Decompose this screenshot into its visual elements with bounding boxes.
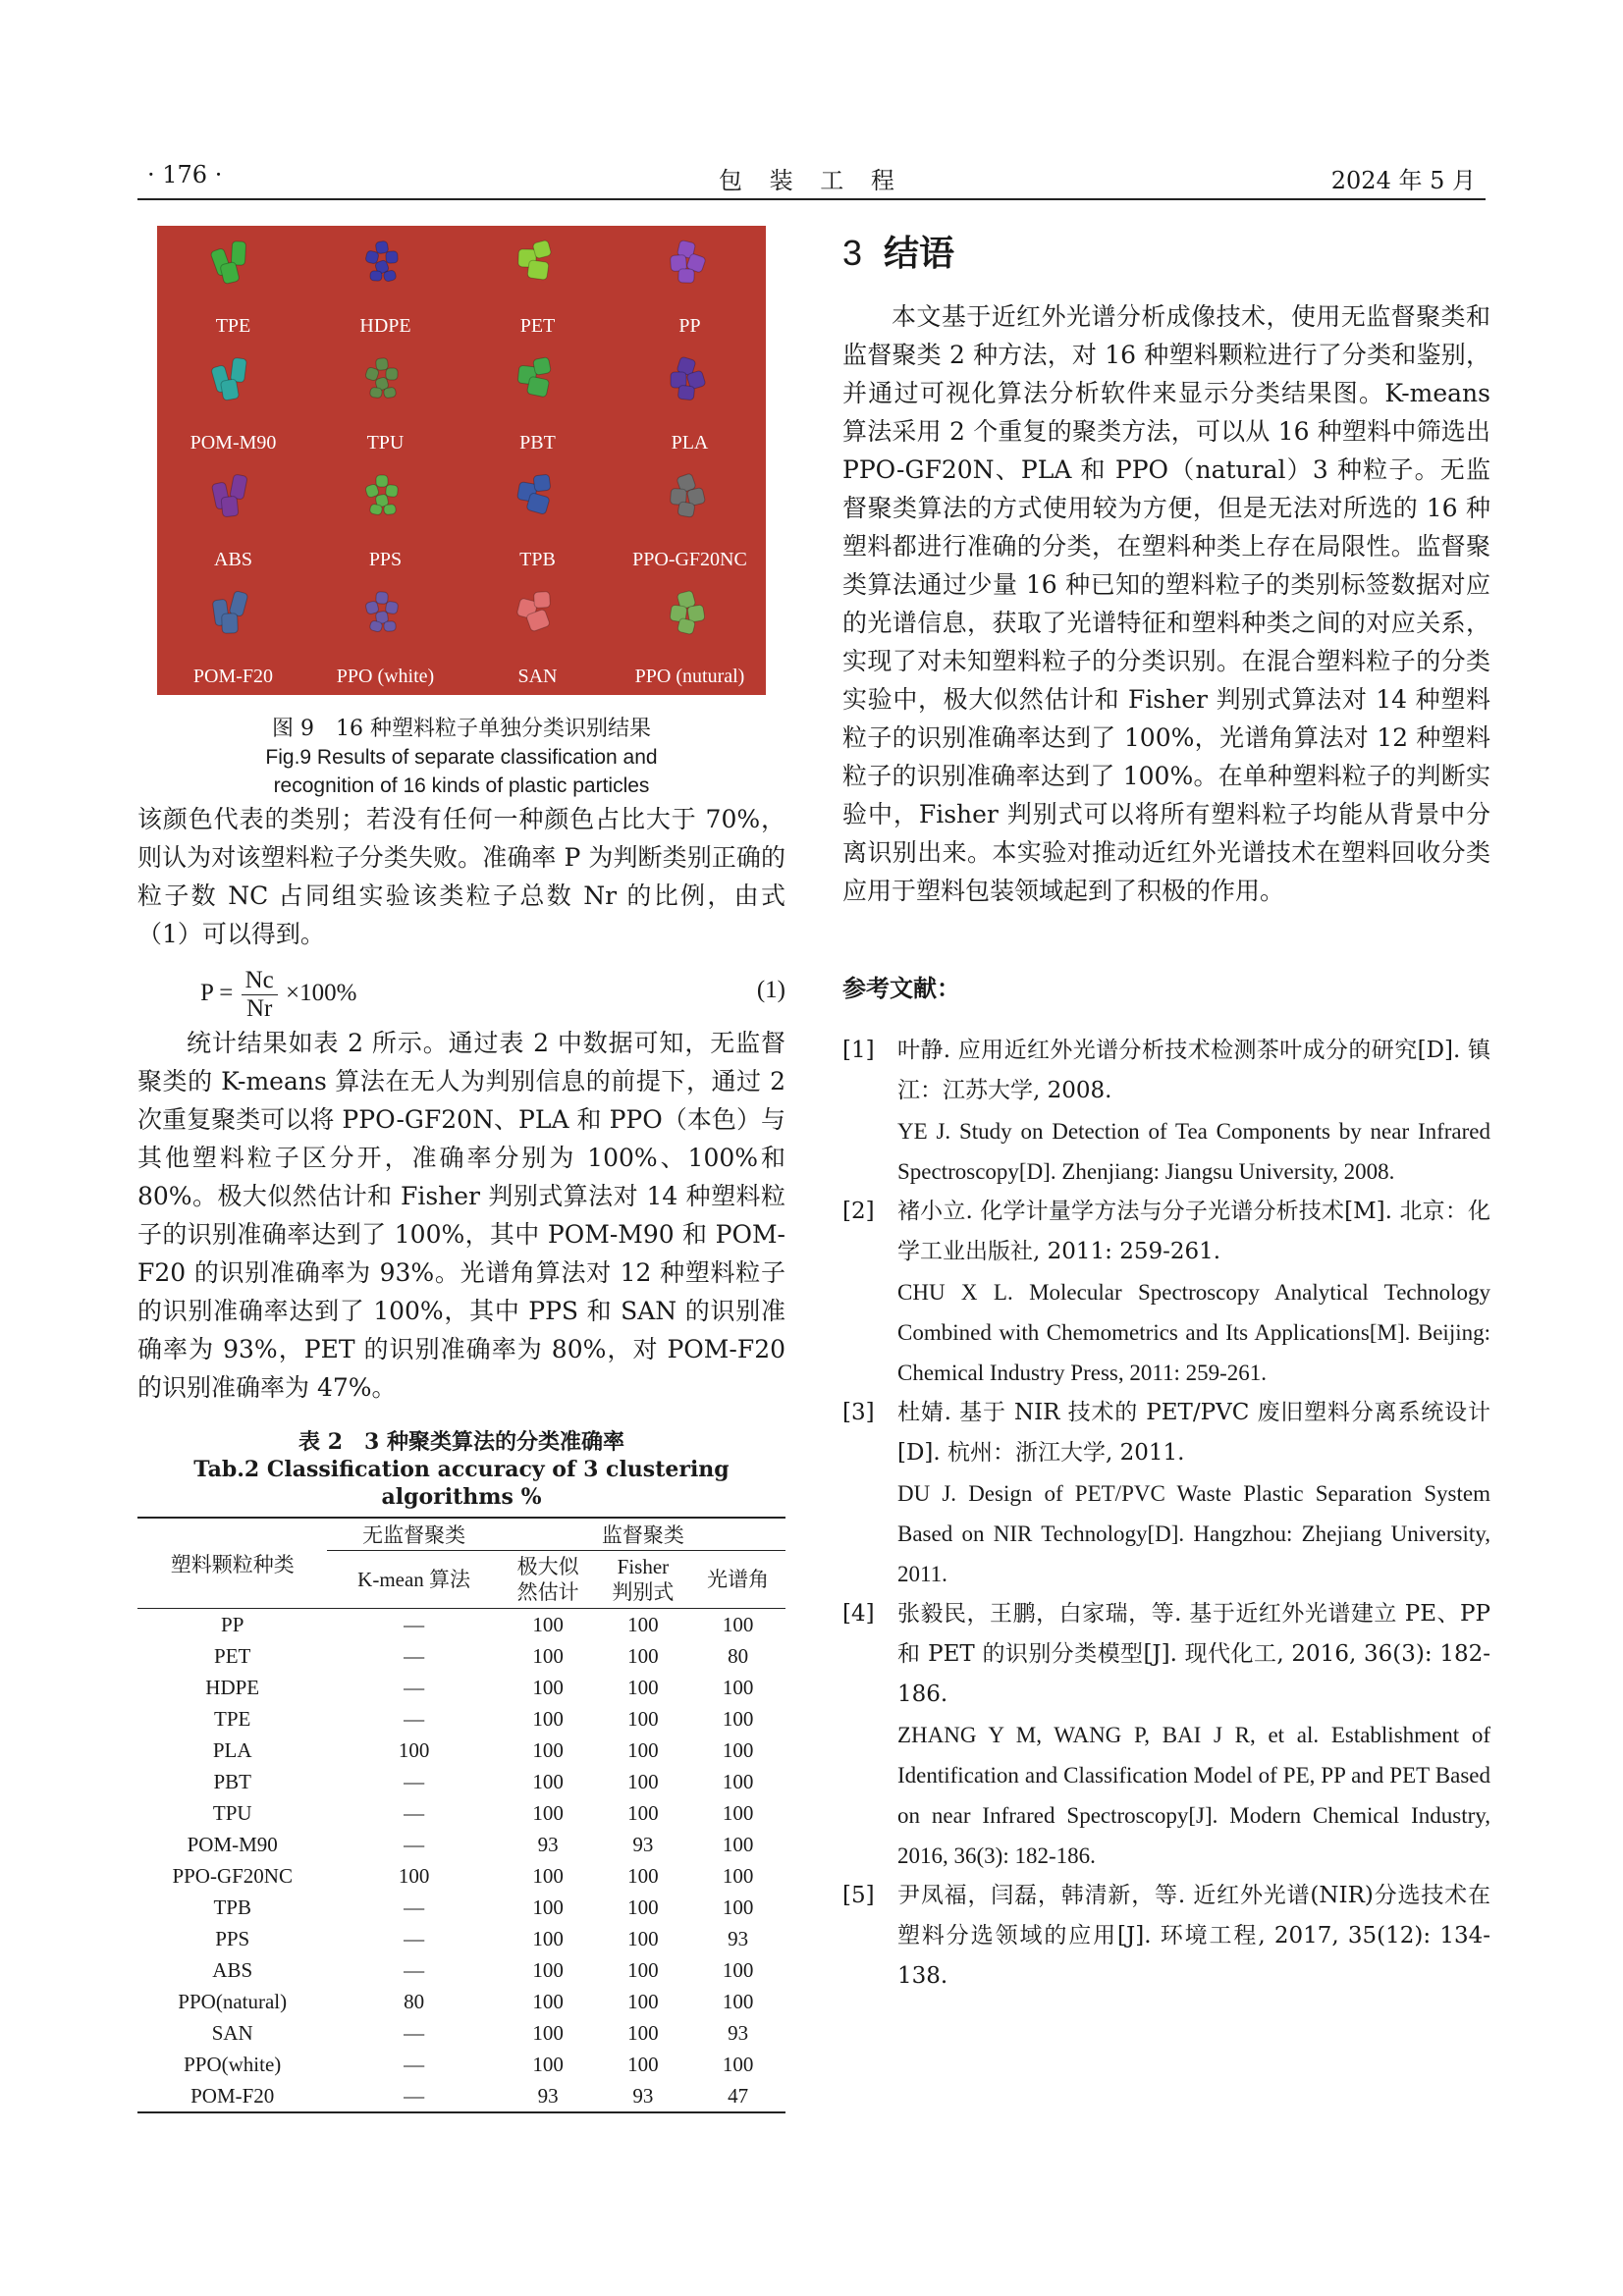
particle-cell-pom-m90 — [157, 343, 309, 459]
particle-cell-hdpe — [309, 226, 461, 343]
table-row — [137, 1954, 785, 1986]
left-column — [137, 226, 785, 2113]
particle-cell-pbt — [461, 343, 614, 459]
table-cell-sa: 100 — [722, 1864, 754, 1888]
particle-label: PBT — [519, 432, 556, 454]
particle-label: HDPE — [359, 315, 411, 337]
table-cell-k: 100 — [398, 1738, 430, 1762]
conclusion-paragraph: 本文基于近红外光谱分析成像技术，使用无监督聚类和监督聚类 2 种方法，对 16 种塑料颗粒进行了分类和鉴别，并通过可视化算法分析软件来显示分类结果图。K-means 算法采用 2 个重复的聚类方法，可以从 16 种塑料中筛选出 PPO-GF20N、PLA 和 PPO（natural）3 种粒子。无监督聚类算法的方式使用较为方便，但是无法对所选的 16 种塑料都进行准确的分类，在塑料种类上存在局限性。监督聚类算法通过少量 16 种已知的塑料粒子的类别标签数据对应的光谱信息，获取了光谱特征和塑料种类之间的对应关系，实现了对未知塑料粒子的分类识别。在混合塑料粒子的分类实验中，极大似然估计和 Fisher 判别式算法对 14 种塑料粒子的识别准确率达到了 100%，光谱角算法对 12 种塑料粒子的识别准确率达到了 100%。在单种塑料粒子的判断实验中，Fisher 判别式可以将所有塑料粒子均能从背景中分离识别出来。本实验对推动近红外光谱技术在塑料回收分类应用于塑料包装领域起到了积极的作用。 — [842, 302, 1490, 905]
table-caption-cn: 表 2 3 种聚类算法的分类准确率 — [298, 1429, 624, 1455]
particle-label: PPO (white) — [336, 666, 435, 687]
reference-number: [3] — [842, 1400, 875, 1425]
particle-cell-san — [461, 576, 614, 693]
table-cell-name: SAN — [211, 2021, 253, 2045]
caption-cn: 图 9 16 种塑料粒子单独分类识别结果 — [272, 717, 651, 741]
particle-label: ABS — [214, 549, 252, 570]
particle-cell-tpb — [461, 459, 614, 576]
table-cell-name: PBT — [213, 1770, 251, 1793]
table-cell-fi: 100 — [627, 1927, 659, 1950]
table-cell-ml: 100 — [532, 1864, 564, 1888]
journal-name: 包 装 工 程 — [719, 167, 904, 194]
table-cell-name: PPS — [215, 1927, 250, 1950]
reference-en: DU J. Design of PET/PVC Waste Plastic Separation System Based on NIR Technology[D]. Hangzhou: Zhejiang University, 2011. — [897, 1481, 1490, 1586]
table-cell-fi: 100 — [627, 1770, 659, 1793]
table-cell-sa: 100 — [722, 1990, 754, 2013]
reference-item — [842, 1393, 1490, 1594]
eq-lhs: P = — [200, 980, 234, 1007]
table-row — [137, 1766, 785, 1797]
table-row — [137, 1735, 785, 1766]
table-row — [137, 1609, 785, 1641]
reference-number: [4] — [842, 1601, 875, 1627]
table-cell-ml: 100 — [532, 1770, 564, 1793]
table-cell-name: TPB — [213, 1896, 251, 1919]
particle-cluster-image — [513, 356, 562, 403]
reference-number: [1] — [842, 1038, 875, 1063]
table-cell-sa: 100 — [722, 1676, 754, 1699]
table-cell-k: — — [404, 1801, 425, 1825]
particle-label: POM-F20 — [192, 666, 274, 687]
reference-en: CHU X L. Molecular Spectroscopy Analytical Technology Combined with Chemometrics and Its Applications[M]. Beijing: Chemical Industry Press, 2011: 259-261. — [897, 1280, 1490, 1385]
table-cell-sa: 100 — [722, 2053, 754, 2076]
issue-date: 2024 年 5 月 — [1330, 167, 1476, 194]
particle-cell-pom-f20 — [157, 576, 309, 693]
table-cell-sa: 47 — [690, 2080, 785, 2112]
table-cell-k: — — [404, 1613, 425, 1636]
table-cell-k: — — [404, 2021, 425, 2045]
table-cell-fi: 100 — [627, 1676, 659, 1699]
table-cell-ml: 100 — [532, 1990, 564, 2013]
eq-number: (1) — [756, 977, 785, 1003]
table-cell-sa: 100 — [722, 1770, 754, 1793]
table-cell-sa: 93 — [728, 1927, 749, 1950]
particle-cell-pps — [309, 459, 461, 576]
particle-label: PLA — [671, 432, 709, 454]
page-number: · 176 · — [147, 161, 223, 188]
table-cell-fi: 100 — [627, 1738, 659, 1762]
reference-en: ZHANG Y M, WANG P, BAI J R, et al. Establishment of Identification and Classification Model of PE, PP and PET Based on near Infrared Spectroscopy[J]. Modern Chemical Industry, 2016, 36(3): 182-186. — [897, 1723, 1490, 1868]
particle-cell-pp — [614, 226, 766, 343]
particle-label: PPO (nutural) — [634, 666, 745, 687]
table-cell-ml: 100 — [532, 2021, 564, 2045]
table-cell-name: POM-M90 — [187, 1833, 278, 1856]
reference-cn: 褚小立. 化学计量学方法与分子光谱分析技术[M]. 北京：化学工业出版社, 2011: 259-261. — [897, 1199, 1490, 1264]
particle-label: SAN — [517, 666, 558, 687]
equation-1 — [137, 957, 785, 1020]
table-cell-name: ABS — [212, 1958, 253, 1982]
reference-item — [842, 1876, 1490, 1997]
table-cell-fi: 100 — [627, 1801, 659, 1825]
table-cell-name: PET — [214, 1644, 251, 1668]
eq-fraction — [242, 967, 278, 1023]
table-row — [137, 1860, 785, 1892]
particle-label: TPE — [215, 315, 251, 337]
table-cell-ml: 100 — [532, 1676, 564, 1699]
table-cell-k: — — [404, 1770, 425, 1793]
table-cell-k: 100 — [398, 1864, 430, 1888]
table-cell-ml: 100 — [532, 1738, 564, 1762]
table-cell-fi: 100 — [627, 1707, 659, 1731]
particle-cluster-image — [360, 590, 409, 637]
section-heading — [842, 226, 1490, 276]
table-cell-k: — — [404, 1676, 425, 1699]
table-row — [137, 1892, 785, 1923]
reference-item — [842, 1031, 1490, 1192]
particle-cell-ppo-nutural- — [614, 576, 766, 693]
table-cell-k: — — [327, 2080, 500, 2112]
table-cell-ml: 93 — [537, 1833, 559, 1856]
table-cell-k: — — [404, 1927, 425, 1950]
table-cell-name: PPO(white) — [184, 2053, 282, 2076]
table-cell-sa: 100 — [722, 1707, 754, 1731]
paragraph-statistics: 统计结果如表 2 所示。通过表 2 中数据可知，无监督聚类的 K-means 算法在无人为判别信息的前提下，通过 2 次重复聚类可以将 PPO-GF20N、PLA 和 PPO（本色）与其他塑料粒子区分开，准确率分别为 100%、100%和 80%。极大似然估计和 Fisher 判别式算法对 14 种塑料粒子的识别准确率达到了 100%，其中 POM-M90 和 POM-F20 的识别准确率为 93%。光谱角算法对 12 种塑料粒子的识别准确率达到了 100%，其中 PPS 和 SAN 的识别准确率为 93%，PET 的识别准确率为 80%，对 POM-F20 的识别准确率为 47%。 — [137, 1029, 785, 1402]
particle-cluster-image — [665, 356, 714, 403]
particle-label: PP — [678, 315, 701, 337]
particle-cluster-image — [208, 590, 257, 637]
particle-label: POM-M90 — [189, 432, 277, 454]
references-list — [842, 1031, 1490, 1997]
reference-number: [5] — [842, 1883, 875, 1908]
particle-cluster-image — [513, 240, 562, 287]
particle-cluster-image — [665, 473, 714, 520]
reference-number: [2] — [842, 1199, 875, 1224]
th-type: 塑料颗粒种类 — [137, 1518, 327, 1609]
th-fisher: Fisher 判别式 — [596, 1551, 691, 1609]
table-cell-sa: 100 — [722, 1738, 754, 1762]
particle-label: PET — [519, 315, 556, 337]
particle-label: PPS — [368, 549, 403, 570]
right-column — [842, 226, 1490, 1997]
th-ml: 极大似 然估计 — [501, 1551, 596, 1609]
figure-9-caption — [137, 715, 785, 800]
paragraph-accuracy-definition: 该颜色代表的类别；若没有任何一种颜色占比大于 70%，则认为对该塑料粒子分类失败。准确率 P 为判断类别正确的粒子数 NC 占同组实验该类粒子总数 Nr 的比例，由式（1）可以得到。 — [137, 805, 785, 948]
table-2 — [137, 1517, 785, 2113]
th-spectral-angle: 光谱角 — [690, 1551, 785, 1609]
particle-cell-pla — [614, 343, 766, 459]
particle-cluster-image — [513, 590, 562, 637]
table-row — [137, 2080, 785, 2112]
table-cell-k: — — [404, 1707, 425, 1731]
table-cell-name: PPO-GF20NC — [172, 1864, 293, 1888]
table-cell-name: PLA — [212, 1738, 252, 1762]
table-cell-k: 80 — [404, 1990, 425, 2013]
table-cell-ml: 100 — [532, 1927, 564, 1950]
eq-numerator: Nc — [242, 967, 278, 995]
particle-cluster-image — [360, 240, 409, 287]
running-header — [137, 157, 1486, 200]
section-number: 3 — [842, 233, 863, 273]
table-row — [137, 1797, 785, 1829]
table-cell-fi: 100 — [627, 1958, 659, 1982]
table-cell-k: — — [404, 1644, 425, 1668]
particle-cluster-image — [513, 473, 562, 520]
particle-label: PPO-GF20NC — [632, 549, 747, 570]
table-cell-name: POM-F20 — [137, 2080, 327, 2112]
table-cell-fi: 93 — [596, 2080, 691, 2112]
table-cell-fi: 100 — [627, 1613, 659, 1636]
table-cell-ml: 100 — [532, 1896, 564, 1919]
table-caption-en: Tab.2 Classification accuracy of 3 clustering algorithms % — [193, 1457, 730, 1510]
particle-cluster-image — [665, 590, 714, 637]
table-cell-name: PP — [221, 1613, 244, 1636]
table-row — [137, 1672, 785, 1703]
table-cell-name: HDPE — [205, 1676, 260, 1699]
reference-item — [842, 1192, 1490, 1393]
caption-en-line2: recognition of 16 kinds of plastic particles — [273, 774, 650, 797]
table-2-caption — [137, 1428, 785, 1511]
particle-cluster-image — [208, 356, 257, 403]
table-row — [137, 1986, 785, 2017]
particle-cluster-image — [360, 356, 409, 403]
particle-label: TPU — [366, 432, 405, 454]
particle-cell-pet — [461, 226, 614, 343]
particle-cell-ppo-gf20nc — [614, 459, 766, 576]
th-supervised: 监督聚类 — [501, 1518, 785, 1551]
table-cell-sa: 100 — [722, 1958, 754, 1982]
table-cell-ml: 100 — [532, 1613, 564, 1636]
table-cell-fi: 100 — [627, 1896, 659, 1919]
eq-rhs: ×100% — [285, 980, 357, 1007]
particle-cluster-image — [208, 473, 257, 520]
particle-cell-abs — [157, 459, 309, 576]
particle-cell-ppo-white- — [309, 576, 461, 693]
table-cell-k: — — [404, 1958, 425, 1982]
table-cell-fi: 100 — [627, 2053, 659, 2076]
table-cell-ml: 100 — [532, 1644, 564, 1668]
table-row — [137, 1923, 785, 1954]
table-cell-sa: 100 — [722, 1613, 754, 1636]
table-cell-name: TPE — [214, 1707, 251, 1731]
figure-9-image — [157, 226, 766, 695]
table-cell-sa: 80 — [728, 1644, 749, 1668]
particle-cluster-image — [208, 240, 257, 287]
table-cell-sa: 100 — [722, 1896, 754, 1919]
th-kmean: K-mean 算法 — [327, 1551, 500, 1609]
references-heading: 参考文献： — [842, 975, 960, 1002]
table-cell-sa: 100 — [722, 1833, 754, 1856]
reference-en: YE J. Study on Detection of Tea Components by near Infrared Spectroscopy[D]. Zhenjiang: Jiangsu University, 2008. — [897, 1119, 1490, 1184]
table-cell-ml: 93 — [501, 2080, 596, 2112]
table-row — [137, 1829, 785, 1860]
table-row — [137, 1640, 785, 1672]
section-title: 结语 — [884, 234, 955, 274]
table-row — [137, 2049, 785, 2080]
particle-cell-tpe — [157, 226, 309, 343]
reference-cn: 杜婧. 基于 NIR 技术的 PET/PVC 废旧塑料分离系统设计[D]. 杭州：浙江大学, 2011. — [897, 1400, 1490, 1466]
table-cell-k: — — [404, 1896, 425, 1919]
table-cell-name: TPU — [212, 1801, 252, 1825]
table-cell-name: PPO(natural) — [178, 1990, 288, 2013]
particle-cluster-image — [665, 240, 714, 287]
th-unsupervised: 无监督聚类 — [327, 1518, 500, 1551]
table-cell-ml: 100 — [532, 1801, 564, 1825]
reference-cn: 尹凤福，闫磊，韩清新，等. 近红外光谱(NIR)分选技术在塑料分选领域的应用[J]. 环境工程, 2017, 35(12): 134-138. — [897, 1883, 1490, 1989]
caption-en-line1: Fig.9 Results of separate classification and — [265, 746, 658, 769]
particle-label: TPB — [519, 549, 556, 570]
table-cell-fi: 100 — [627, 1864, 659, 1888]
table-cell-k: — — [404, 1833, 425, 1856]
table-cell-ml: 100 — [532, 2053, 564, 2076]
table-row — [137, 2017, 785, 2049]
table-cell-fi: 100 — [627, 1644, 659, 1668]
table-cell-k: — — [404, 2053, 425, 2076]
table-cell-ml: 100 — [532, 1958, 564, 1982]
table-cell-fi: 100 — [627, 1990, 659, 2013]
table-cell-fi: 100 — [627, 2021, 659, 2045]
table-cell-sa: 100 — [722, 1801, 754, 1825]
particle-cluster-image — [360, 473, 409, 520]
reference-cn: 张毅民，王鹏，白家瑞，等. 基于近红外光谱建立 PE、PP 和 PET 的识别分类模型[J]. 现代化工, 2016, 36(3): 182-186. — [897, 1601, 1490, 1707]
table-row — [137, 1703, 785, 1735]
particle-cell-tpu — [309, 343, 461, 459]
eq-denominator: Nr — [245, 995, 273, 1022]
reference-cn: 叶静. 应用近红外光谱分析技术检测茶叶成分的研究[D]. 镇江：江苏大学, 2008. — [897, 1038, 1490, 1103]
table-cell-ml: 100 — [532, 1707, 564, 1731]
table-cell-sa: 93 — [728, 2021, 749, 2045]
reference-item — [842, 1594, 1490, 1876]
table-cell-fi: 93 — [632, 1833, 654, 1856]
